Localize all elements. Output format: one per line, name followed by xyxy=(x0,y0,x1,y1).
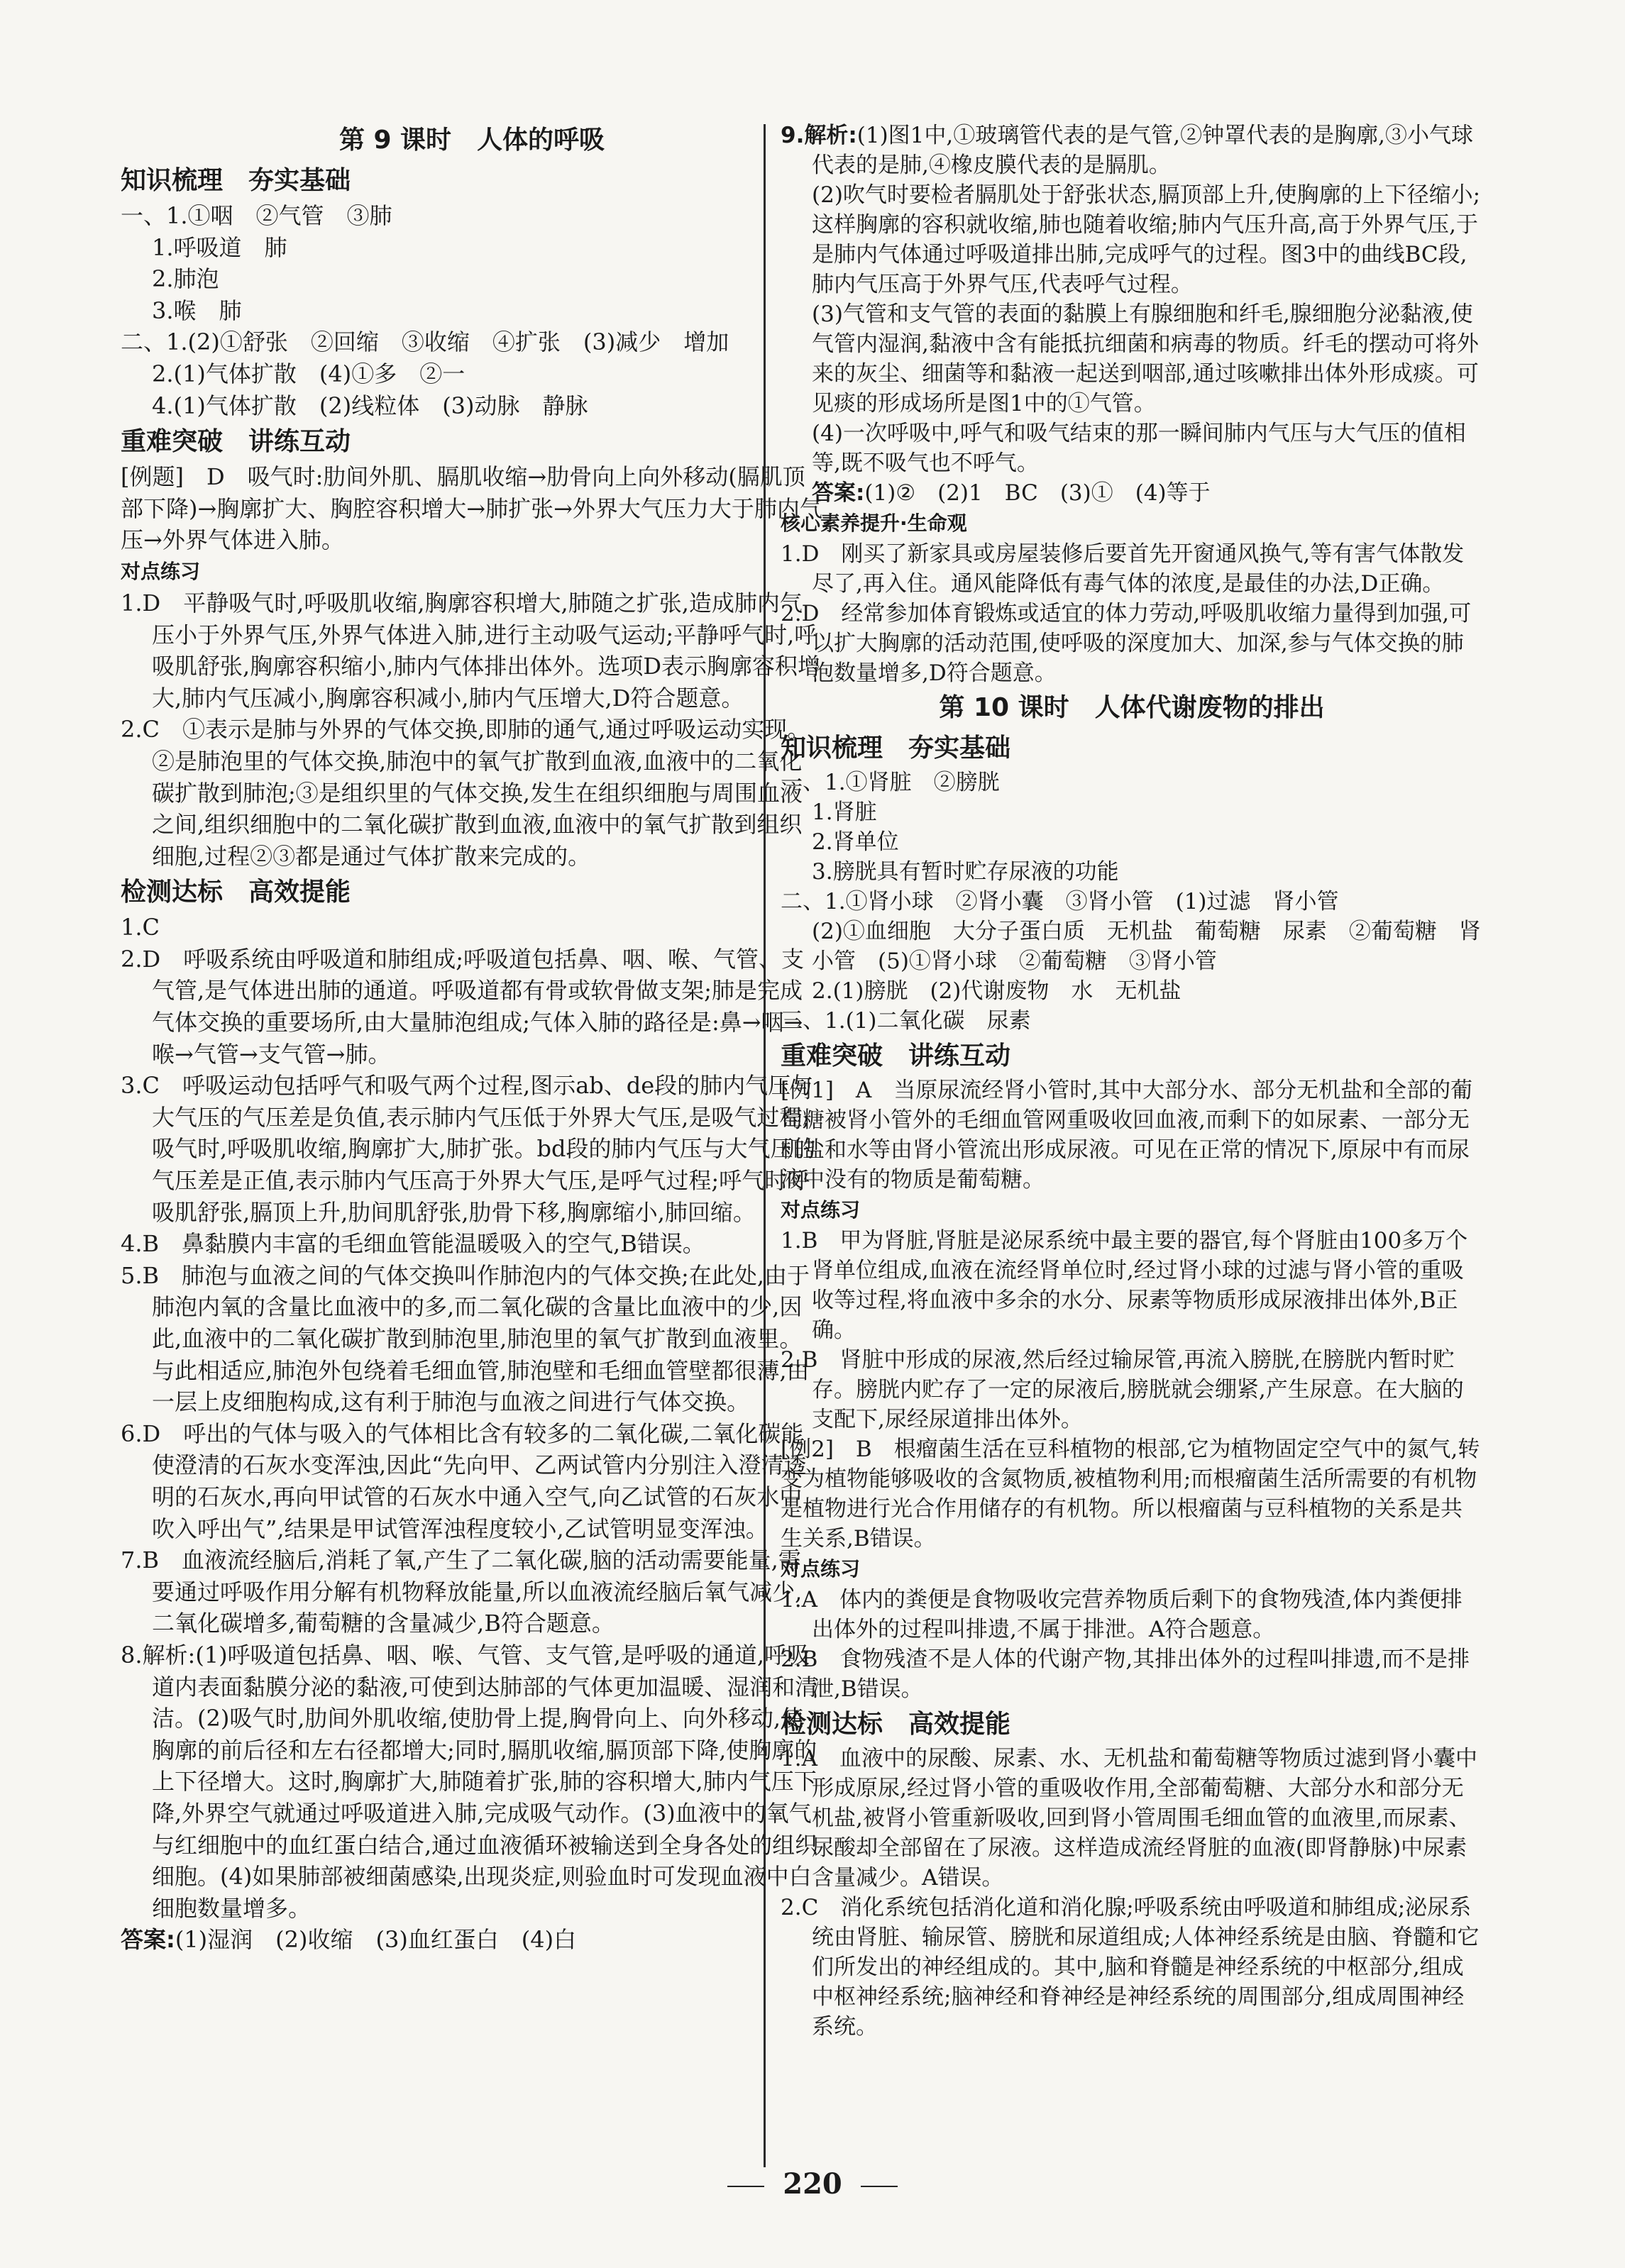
core-item: 2.D 经常参加体育锻炼或适宜的体力劳动,呼吸肌收缩力量得到加强,可以扩大胸廓的活动范围,使呼吸的深度加大、加深,参与气体交换的肺泡数量增多,D符合题意。 xyxy=(781,601,1472,686)
core-item: 1.D 刚买了新家具或房屋装修后要首先开窗通风换气,等有害气体散发尽了,再入住。通风能降低有毒气体的浓度,是最佳的办法,D正确。 xyxy=(781,541,1465,597)
practice-item: 2.B 肾脏中形成的尿液,然后经过输尿管,再流入膀胱,在膀胱内暂时贮存。膀胱内贮存了一定的尿液后,膀胱就会绷紧,产生尿意。在大脑的支配下,尿经尿道排出体外。 xyxy=(781,1347,1464,1432)
left-column xyxy=(121,121,823,1956)
section-difficulty-title: 重难突破 讲练互动 xyxy=(781,1041,1011,1071)
q9-part2: (2)吹气时要检者膈肌处于舒张状态,膈顶部上升,使胸廓的上下径缩小;这样胸廓的容积就收缩,肺也随着收缩;肺内气压升高,高于外界气压,于是肺内气体通过呼吸道排出肺,完成呼气的过程。图3中的曲线BC段,肺内气压高于外界气压,代表呼气过程。 xyxy=(812,182,1481,297)
knowledge-line: 4.(1)气体扩散 (2)线粒体 (3)动脉 静脉 xyxy=(152,392,588,419)
knowledge-line: 3.膀胱具有暂时贮存尿液的功能 xyxy=(812,859,1119,885)
knowledge-line: 2.肺泡 xyxy=(152,265,219,293)
answer-item: 6.D 呼出的气体与吸入的气体相比含有较多的二氧化碳,二氧化碳能使澄清的石灰水变浑浊,因此“先向甲、乙两试管内分别注入澄清透明的石灰水,再向甲试管的石灰水中通入空气,向乙试管的石灰水中吹入呼出气”,结果是甲试管浑浊程度较小,乙试管明显变浑浊。 xyxy=(121,1420,807,1542)
knowledge-line: 二、1.(2)①舒张 ②回缩 ③收缩 ④扩张 (3)减少 增加 xyxy=(121,328,729,356)
answer-label: 答案: xyxy=(121,1926,175,1954)
section-knowledge-title: 知识梳理 夯实基础 xyxy=(781,734,1011,763)
answer-8-final xyxy=(121,1924,823,1956)
example-2: [例2] B 根瘤菌生活在豆科植物的根部,它为植物固定空气中的氮气,转变为植物能够吸收的含氮物质,被植物利用;而根瘤菌生活所需要的有机物是植物进行光合作用储存的有机物。所以根瘤菌与豆科植物的关系是共生关系,B错误。 xyxy=(781,1437,1480,1551)
practice-item: 1.A 体内的粪便是食物吸收完营养物质后剩下的食物残渣,体内粪便排出体外的过程叫排遗,不属于排泄。A符合题意。 xyxy=(781,1587,1462,1642)
section-difficulty-title: 重难突破 讲练互动 xyxy=(121,427,351,457)
answer-item: 2.D 呼吸系统由呼吸道和肺组成;呼吸道包括鼻、咽、喉、气管、支气管,是气体进出肺的通道。呼吸道都有骨或软骨做支架;肺是完成气体交换的重要场所,由大量肺泡组成;气体入肺的路径是:鼻→咽→喉→气管→支气管→肺。 xyxy=(121,945,804,1068)
page-dash-left xyxy=(727,2186,764,2187)
section-test-title: 检测达标 高效提能 xyxy=(781,1710,1011,1739)
q9-label: 9.解析: xyxy=(781,123,857,148)
practice-item: 2.C ①表示是肺与外界的气体交换,即肺的通气,通过呼吸运动实现。②是肺泡里的气体交换,肺泡中的氧气扩散到血液,血液中的二氧化碳扩散到肺泡;③是组织里的气体交换,发生在组织细胞与周围血液之间,组织细胞中的二氧化碳扩散到血液,血液中的氧气扩散到组织细胞,过程②③都是通过气体扩散来完成的。 xyxy=(121,716,810,870)
section-knowledge-title: 知识梳理 夯实基础 xyxy=(121,166,351,195)
practice-item: 2.B 食物残渣不是人体的代谢产物,其排出体外的过程叫排遗,而不是排泄,B错误。 xyxy=(781,1647,1470,1702)
q9-answer xyxy=(781,478,1483,508)
page-number-text: 220 xyxy=(783,2167,842,2201)
practice-label: 对点练习 xyxy=(781,1198,861,1222)
section-test-title: 检测达标 高效提能 xyxy=(121,878,351,907)
practice-label: 对点练习 xyxy=(121,559,201,583)
example-1: [例1] A 当原尿流经肾小管时,其中大部分水、部分无机盐和全部的葡萄糖被肾小管外的毛细血管网重吸收回血液,而剩下的如尿素、一部分无机盐和水等由肾小管流出形成尿液。可见在正常的情况下,原尿中有而尿液中没有的物质是葡萄糖。 xyxy=(781,1078,1473,1193)
knowledge-line: (2)①血细胞 大分子蛋白质 无机盐 葡萄糖 尿素 ②葡萄糖 肾小管 (5)①肾小球 ②葡萄糖 ③肾小管 xyxy=(812,919,1481,974)
example-paragraph: [例题] D 吸气时:肋间外肌、膈肌收缩→肋骨向上向外移动(膈肌顶部下降)→胸廓扩大、胸腔容积增大→肺扩张→外界大气压力大于肺内气压→外界气体进入肺。 xyxy=(121,463,822,554)
practice-item: 1.B 甲为肾脏,肾脏是泌尿系统中最主要的器官,每个肾脏由100多万个肾单位组成,血液在流经肾单位时,经过肾小球的过滤与肾小管的重吸收等过程,将血液中多余的水分、尿素等物质形成尿液排出体外,B正确。 xyxy=(781,1228,1468,1343)
answer-text: (1)湿润 (2)收缩 (3)血红蛋白 (4)白 xyxy=(175,1926,577,1954)
knowledge-line: 2.(1)气体扩散 (4)①多 ②一 xyxy=(152,360,466,387)
lesson-10-title: 第 10 课时 人体代谢废物的排出 xyxy=(939,693,1325,722)
answer-item: 4.B 鼻黏膜内丰富的毛细血管能温暖吸入的空气,B错误。 xyxy=(121,1230,705,1258)
answer-item: 1.A 血液中的尿酸、尿素、水、无机盐和葡萄糖等物质过滤到肾小囊中形成原尿,经过肾小管的重吸收作用,全部葡萄糖、大部分水和部分无机盐,被肾小管重新吸收,回到肾小管周围毛细血管的血液里,而尿素、尿酸却全部留在了尿液。这样造成流经肾脏的血液(即肾静脉)中尿素含量减少。A错误。 xyxy=(781,1746,1477,1891)
knowledge-line: 三、1.(1)二氧化碳 尿素 xyxy=(781,1008,1031,1034)
answer-label: 答案: xyxy=(812,480,865,506)
core-literacy-label: 核心素养提升·生命观 xyxy=(781,511,967,535)
q9-part3: (3)气管和支气管的表面的黏膜上有腺细胞和纤毛,腺细胞分泌黏液,使气管内湿润,黏液中含有能抵抗细菌和病毒的物质。纤毛的摆动可将外来的灰尘、细菌等和黏液一起送到咽部,通过咳嗽排出体外形成痰。可见痰的形成场所是图1中的①气管。 xyxy=(812,302,1479,416)
knowledge-line: 一、1.①肾脏 ②膀胱 xyxy=(781,770,1000,795)
q9-paragraph xyxy=(781,121,1483,180)
knowledge-line: 二、1.①肾小球 ②肾小囊 ③肾小管 (1)过滤 肾小管 xyxy=(781,889,1339,914)
knowledge-line: 1.呼吸道 肺 xyxy=(152,233,287,261)
answer-item: 8.解析:(1)呼吸道包括鼻、咽、喉、气管、支气管,是呼吸的通道,呼吸道内表面黏膜分泌的黏液,可使到达肺部的气体更加温暖、湿润和清洁。(2)吸气时,肋间外肌收缩,使肋骨上提,胸骨向上、向外移动,使胸廓的前后径和左右径都增大;同时,膈肌收缩,膈顶部下降,使胸廓的上下径增大。这时,胸廓扩大,肺随着扩张,肺的容积增大,肺内气压下降,外界空气就通过呼吸道进入肺,完成吸气动作。(3)血液中的氧气与红细胞中的血红蛋白结合,通过血液循环被输送到全身各处的组织细胞。(4)如果肺部被细菌感染,出现炎症,则验血时可发现血液中白细胞数量增多。 xyxy=(121,1641,818,1922)
knowledge-line: 一、1.①咽 ②气管 ③肺 xyxy=(121,202,392,229)
page-number xyxy=(0,2167,1625,2201)
page-dash-right xyxy=(861,2186,898,2187)
answer-item: 1.C xyxy=(121,914,160,941)
answer-item: 3.C 呼吸运动包括呼气和吸气两个过程,图示ab、de段的肺内气压与大气压的气压差是负值,表示肺内气压低于外界大气压,是吸气过程;吸气时,呼吸肌收缩,胸廓扩大,肺扩张。bd段的肺内气压与大气压的气压差是正值,表示肺内气压高于外界大气压,是呼气过程;呼气时呼吸肌舒张,膈顶上升,肋间肌舒张,肋骨下移,胸廓缩小,肺回缩。 xyxy=(121,1072,816,1226)
answer-item: 7.B 血液流经脑后,消耗了氧,产生了二氧化碳,脑的活动需要能量,需要通过呼吸作用分解有机物释放能量,所以血液流经脑后氧气减少,二氧化碳增多,葡萄糖的含量减少,B符合题意。 xyxy=(121,1547,803,1637)
answer-item: 2.C 消化系统包括消化道和消化腺;呼吸系统由呼吸道和肺组成;泌尿系统由肾脏、输尿管、膀胱和尿道组成;人体神经系统是由脑、脊髓和它们所发出的神经组成的。其中,脑和脊髓是神经系统的中枢部分,组成中枢神经系统;脑神经和脊神经是神经系统的周围部分,组成周围神经系统。 xyxy=(781,1895,1480,2040)
answer-text: (1)② (2)1 BC (3)① (4)等于 xyxy=(864,480,1211,506)
practice-label-2: 对点练习 xyxy=(781,1557,861,1581)
right-column xyxy=(781,121,1483,2042)
answer-item: 5.B 肺泡与血液之间的气体交换叫作肺泡内的气体交换;在此处,由于肺泡内氧的含量比血液中的多,而二氧化碳的含量比血液中的少,因此,血液中的二氧化碳扩散到肺泡里,肺泡里的氧气扩散到血液里。与此相适应,肺泡外包绕着毛细血管,肺泡壁和毛细血管壁都很薄,由一层上皮细胞构成,这有利于肺泡与血液之间进行气体交换。 xyxy=(121,1261,810,1416)
q9-part4: (4)一次呼吸中,呼气和吸气结束的那一瞬间肺内气压与大气压的值相等,既不吸气也不呼气。 xyxy=(812,421,1466,476)
lesson-9-title: 第 9 课时 人体的呼吸 xyxy=(338,126,605,155)
knowledge-line: 3.喉 肺 xyxy=(152,297,242,324)
q9-part1: (1)图1中,①玻璃管代表的是气管,②钟罩代表的是胸廓,③小气球代表的是肺,④橡皮膜代表的是膈肌。 xyxy=(812,123,1473,178)
knowledge-line: 2.肾单位 xyxy=(812,829,899,855)
practice-item: 1.D 平静吸气时,呼吸肌收缩,胸廓容积增大,肺随之扩张,造成肺内气压小于外界气压,外界气体进入肺,进行主动吸气运动;平静呼气时,呼吸肌舒张,胸廓容积缩小,肺内气体排出体外。选项D表示胸廓容积增大,肺内气压减小,胸廓容积减小,肺内气压增大,D符合题意。 xyxy=(121,589,821,712)
knowledge-line: 1.肾脏 xyxy=(812,800,877,825)
knowledge-line: 2.(1)膀胱 (2)代谢废物 水 无机盐 xyxy=(812,978,1181,1004)
